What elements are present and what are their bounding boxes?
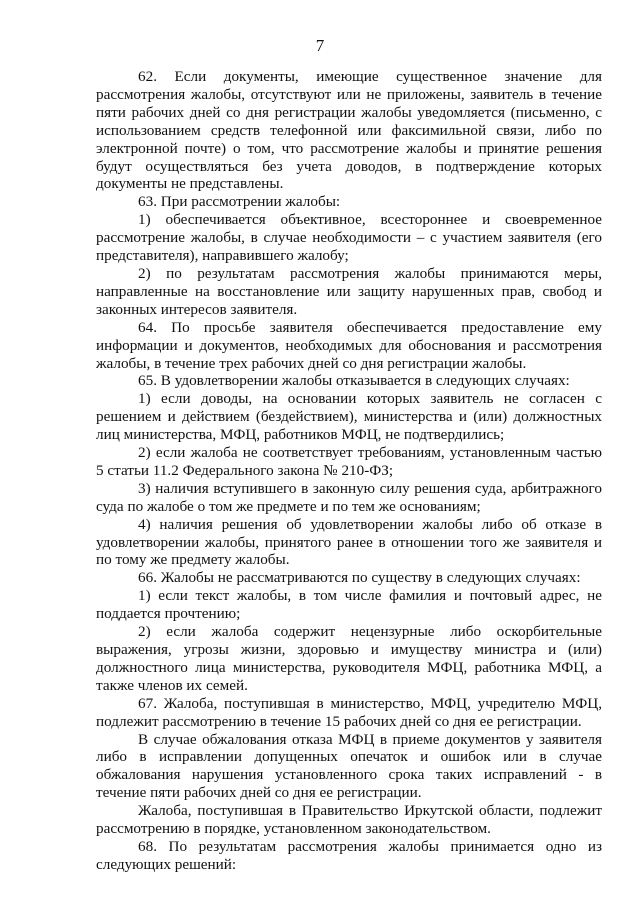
paragraph-67: 67. Жалоба, поступившая в министерство, МФЦ, учредителю МФЦ, подлежит рассмотрению в течение 15 рабочих дней со дня ее регистрации. (96, 694, 602, 730)
paragraph-64: 64. По просьбе заявителя обеспечивается предоставление ему информации и документов, необходимых для обоснования и рассмотрения жалобы, в течение трех рабочих дней со дня регистрации жалобы. (96, 318, 602, 372)
paragraph-62: 62. Если документы, имеющие существенное значение для рассмотрения жалобы, отсутствуют или не приложены, заявитель в течение пяти рабочих дней со дня регистрации жалобы уведомляется (письменно, с использованием средств телефонной или факсимильной связи, либо по электронной почте) о том, что рассмотрение жалобы и принятие решения будут осуществляться без учета доводов, в подтверждение которых документы не представлены. (96, 68, 602, 193)
paragraph-65: 65. В удовлетворении жалобы отказывается в следующих случаях: (138, 372, 570, 390)
paragraph-65-item-3: 3) наличия вступившего в законную силу решения суда, арбитражного суда по жалобе о том же предмете и по тем же основаниям; (96, 479, 602, 515)
paragraph-68: 68. По результатам рассмотрения жалобы принимается одно из следующих решений: (96, 837, 602, 873)
paragraph-67-part-3: Жалоба, поступившая в Правительство Иркутской области, подлежит рассмотрению в порядке, установленном законодательством. (96, 802, 602, 838)
page-number: 7 (315, 36, 325, 55)
paragraph-65-item-1: 1) если доводы, на основании которых заявитель не согласен с решением и действием (бездействием), министерства и (или) должностных лиц министерства, МФЦ, работников МФЦ, не подтвердились; (96, 390, 602, 444)
paragraph-63-item-1: 1) обеспечивается объективное, всестороннее и своевременное рассмотрение жалобы, в случае необходимости – с участием заявителя (его представителя), направившего жалобу; (96, 211, 602, 265)
paragraph-63: 63. При рассмотрении жалобы: (138, 193, 341, 211)
paragraph-65-item-4: 4) наличия решения об удовлетворении жалобы либо об отказе в удовлетворении жалобы, принятого ранее в отношении того же заявителя и по тому же предмету жалобы. (96, 515, 602, 569)
paragraph-66-item-2: 2) если жалоба содержит нецензурные либо оскорбительные выражения, угрозы жизни, здоровью и имуществу министра и (или) должностного лица министерства, руководителя МФЦ, работника МФЦ, а также членов их семей. (96, 623, 602, 694)
paragraph-66-item-1: 1) если текст жалобы, в том числе фамилия и почтовый адрес, не поддается прочтению; (96, 587, 602, 623)
paragraph-66: 66. Жалобы не рассматриваются по существу в следующих случаях: (138, 569, 581, 587)
paragraph-65-item-2: 2) если жалоба не соответствует требованиям, установленным частью 5 статьи 11.2 Федерального закона № 210-ФЗ; (96, 444, 602, 479)
paragraph-67-part-2: В случае обжалования отказа МФЦ в приеме документов у заявителя либо в исправлении допущенных опечаток и ошибок или в случае обжалования нарушения установленного срока таких исправлений - в течение пяти рабочих дней со дня ее регистрации. (96, 730, 602, 802)
paragraph-63-item-2: 2) по результатам рассмотрения жалобы принимаются меры, направленные на восстановление или защиту нарушенных прав, свобод и законных интересов заявителя. (96, 264, 602, 318)
document-body (96, 68, 602, 874)
